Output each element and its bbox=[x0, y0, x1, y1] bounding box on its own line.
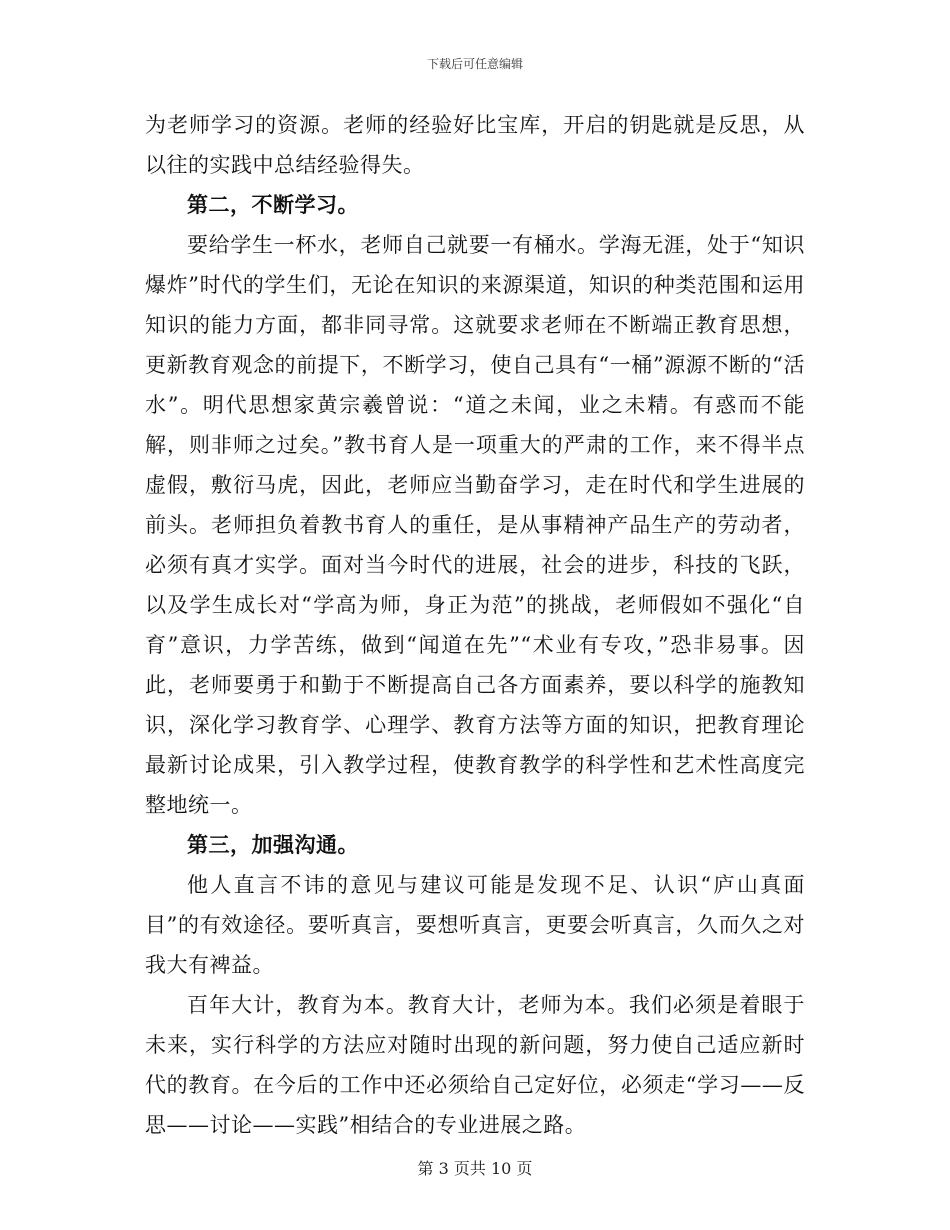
section-heading-learning: 第二，不断学习。 bbox=[187, 192, 359, 217]
paragraph-conclusion: 百年大计，教育为本。教育大计，老师为本。我们必须是着眼于未来，实行科学的方法应对随时出现的新问题，努力使自己适应新时代的教育。在今后的工作中还必须给自己定好位，必须走“学习——反思——讨论——实践”相结合的专业进展之路。 bbox=[145, 993, 805, 1137]
paragraph-learning: 要给学生一杯水，老师自己就要一有桶水。学海无涯，处于“知识爆炸”时代的学生们，无论在知识的来源渠道，知识的种类范围和运用知识的能力方面，都非同寻常。这就要求老师在不断端正教育思想，更新教育观念的前提下，不断学习，使自己具有“一桶”源源不断的“活水”。明代思想家黄宗羲曾说：“道之未闻，业之未精。有惑而不能解，则非师之过矣。”教书育人是一项重大的严肃的工作，来不得半点虚假，敷衍马虎，因此，老师应当勤奋学习，走在时代和学生进展的前头。老师担负着教书育人的重任，是从事精神产品生产的劳动者，必须有真才实学。面对当今时代的进展，社会的进步，科技的飞跃，以及学生成长对“学高为师，身正为范”的挑战，老师假如不强化“自育”意识，力学苦练，做到“闻道在先”“术业有专攻，”恐非易事。因此，老师要勇于和勤于不断提高自己各方面素养，要以科学的施教知识，深化学习教育学、心理学、教育方法等方面的知识，把教育理论最新讨论成果，引入教学过程，使教育教学的科学性和艺术性高度完整地统一。 bbox=[145, 233, 805, 817]
paragraph-communication: 他人直言不讳的意见与建议可能是发现不足、认识“庐山真面目”的有效途径。要听真言，要想听真言，更要会听真言，久而久之对我大有裨益。 bbox=[145, 873, 805, 977]
page-footer: 第 3 页共 10 页 bbox=[417, 1159, 533, 1178]
document-body bbox=[145, 105, 805, 1145]
paragraph-continuation: 为老师学习的资源。老师的经验好比宝库，开启的钥匙就是反思，从以往的实践中总结经验得失。 bbox=[145, 113, 805, 177]
page-header: 下载后可任意编辑 bbox=[426, 57, 523, 71]
section-heading-communication: 第三，加强沟通。 bbox=[187, 832, 359, 857]
